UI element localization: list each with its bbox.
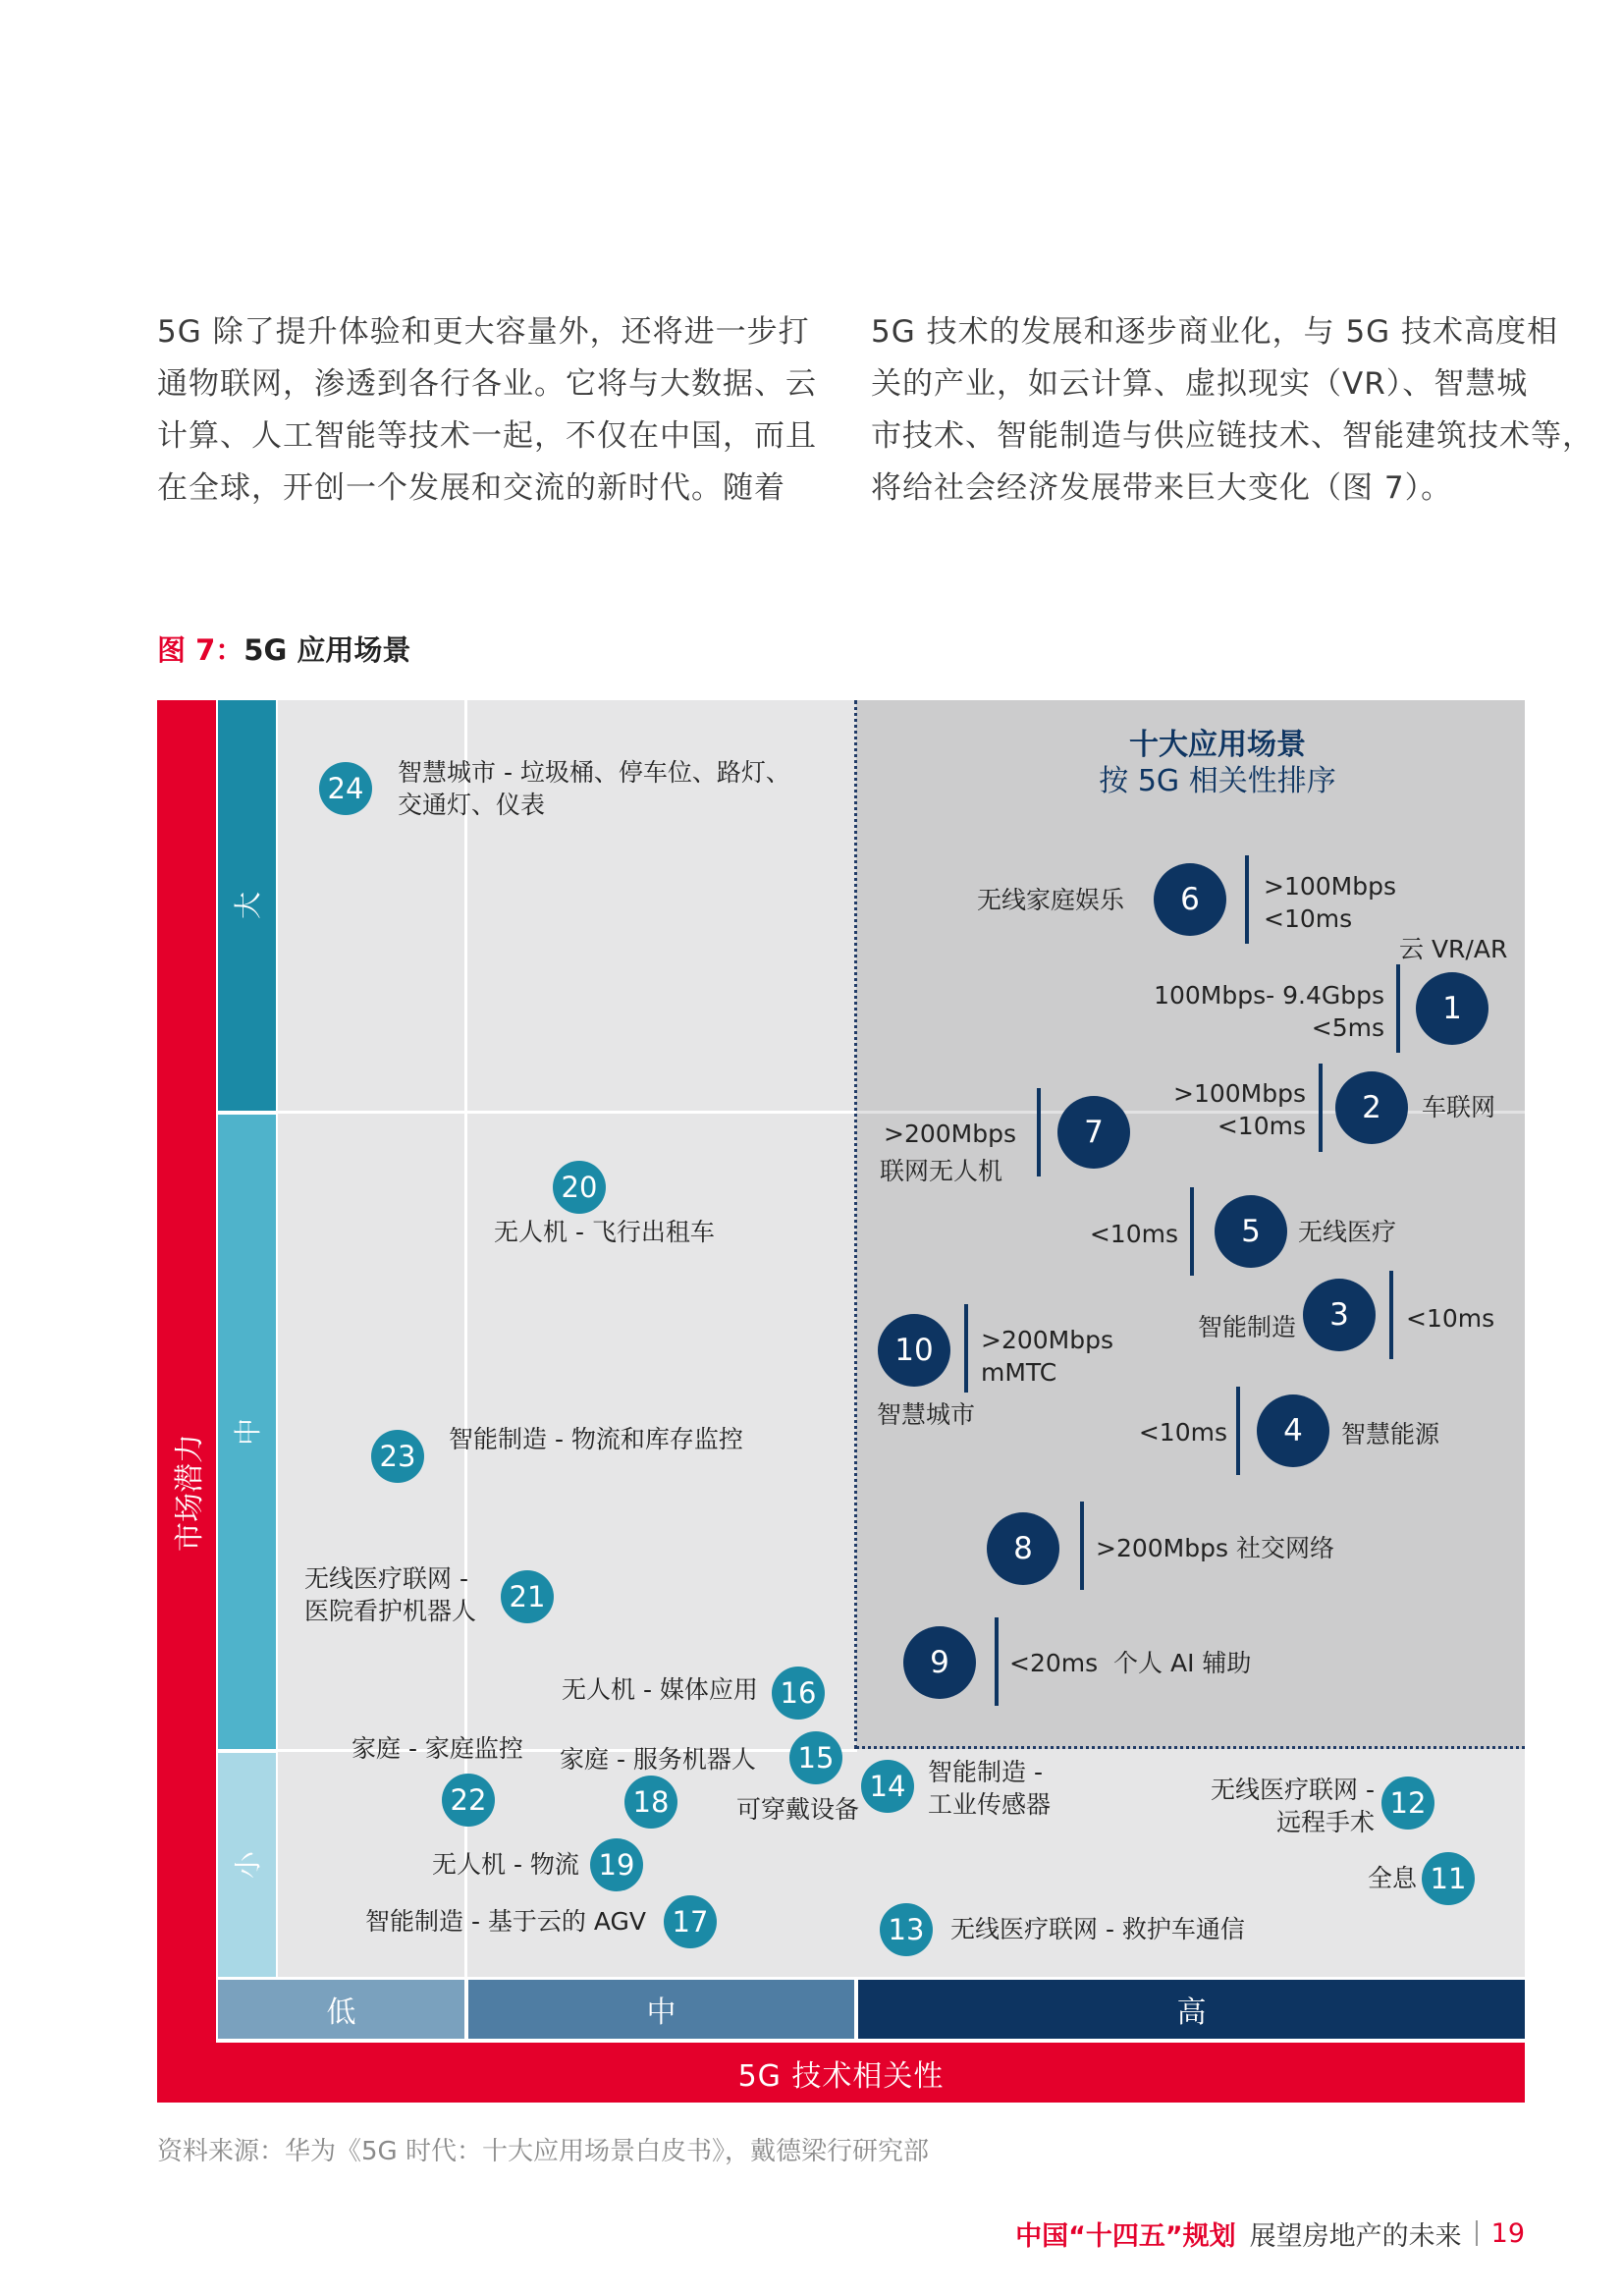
- point-14-label: 智能制造 - 工业传感器: [928, 1758, 1052, 1819]
- point-19: 19: [590, 1838, 643, 1891]
- point-5-label: 无线医疗: [1298, 1218, 1397, 1246]
- spec-bar: [1236, 1387, 1240, 1475]
- point-11: 11: [1422, 1852, 1475, 1905]
- point-5: 5: [1215, 1195, 1287, 1268]
- top-ten-subtitle: 按 5G 相关性排序: [1099, 764, 1336, 798]
- intro-paragraph-right: [871, 306, 1594, 515]
- point-3: 3: [1303, 1279, 1376, 1351]
- point-2-spec: >100Mbps <10ms: [1173, 1079, 1306, 1140]
- figure-label: 图 7：: [157, 633, 244, 667]
- point-15: 15: [789, 1731, 842, 1784]
- x-band-medium: 中: [468, 1980, 854, 2039]
- y-band-small: 小: [218, 1753, 276, 1977]
- intro-line: 5G 除了提升体验和更大容量外，还将进一步打: [157, 314, 810, 350]
- point-12-label: 无线医疗联网 - 远程手术: [1211, 1776, 1375, 1836]
- spec-bar: [995, 1617, 999, 1706]
- figure-title: [157, 629, 410, 669]
- y-axis-bar: [157, 700, 216, 2103]
- point-21-label: 无线医疗联网 - 医院看护机器人: [304, 1564, 477, 1625]
- top-ten-title: 十大应用场景: [1129, 728, 1306, 762]
- page-number: 19: [1490, 2217, 1525, 2249]
- intro-line: 通物联网，渗透到各行各业。它将与大数据、云: [157, 366, 817, 402]
- point-19-label: 无人机 - 物流: [432, 1850, 579, 1879]
- point-20-label: 无人机 - 飞行出租车: [494, 1218, 715, 1246]
- point-4-label: 智慧能源: [1341, 1420, 1440, 1449]
- grid-line: [278, 1111, 857, 1114]
- point-1: 1: [1416, 972, 1488, 1045]
- point-6: 6: [1154, 863, 1226, 936]
- point-7-label: 联网无人机: [880, 1157, 1003, 1185]
- point-9-text: <20ms 个人 AI 辅助: [1009, 1649, 1252, 1677]
- page-footer: [967, 2214, 1525, 2253]
- y-axis-title: 市场潜力: [173, 1434, 207, 1552]
- point-2-label: 车联网: [1422, 1093, 1496, 1121]
- intro-paragraph-left: [157, 306, 815, 515]
- point-10-spec: >200Mbps mMTC: [981, 1326, 1113, 1387]
- point-10-label: 智慧城市: [877, 1400, 976, 1429]
- point-21: 21: [501, 1570, 554, 1623]
- region-divider-horizontal: [856, 1746, 1525, 1749]
- point-4: 4: [1257, 1394, 1329, 1467]
- point-9: 9: [903, 1626, 976, 1699]
- point-3-label: 智能制造: [1197, 1313, 1296, 1341]
- y-band-medium: 中: [218, 1115, 276, 1749]
- point-6-spec: >100Mbps <10ms: [1264, 872, 1396, 933]
- point-1-spec: 100Mbps- 9.4Gbps <5ms: [1154, 981, 1384, 1042]
- x-axis-title: 5G 技术相关性: [157, 2043, 1525, 2103]
- point-7: 7: [1057, 1096, 1130, 1169]
- footer-divider: [1476, 2220, 1478, 2246]
- point-14: 14: [861, 1760, 914, 1813]
- point-11-label: 全息: [1368, 1864, 1418, 1892]
- point-7-spec: >200Mbps: [884, 1120, 1016, 1148]
- point-16-label: 无人机 - 媒体应用: [562, 1675, 758, 1704]
- point-24: 24: [319, 762, 372, 815]
- point-17-label: 智能制造 - 基于云的 AGV: [365, 1907, 646, 1936]
- intro-line: 市技术、智能制造与供应链技术、智能建筑技术等，: [871, 418, 1594, 454]
- intro-line: 关的产业，如云计算、虚拟现实（VR）、智慧城: [871, 366, 1529, 402]
- y-band-large: 大: [218, 700, 276, 1111]
- spec-bar: [1037, 1088, 1041, 1176]
- point-3-spec: <10ms: [1406, 1304, 1495, 1333]
- spec-bar: [1319, 1064, 1323, 1152]
- point-12: 12: [1381, 1777, 1434, 1830]
- intro-line: 计算、人工智能等技术一起，不仅在中国，而且: [157, 418, 817, 454]
- intro-line: 在全球，开创一个发展和交流的新时代。随着: [157, 470, 785, 506]
- x-band-high: 高: [858, 1980, 1525, 2039]
- point-13: 13: [880, 1903, 933, 1956]
- point-20: 20: [553, 1161, 606, 1214]
- point-8-text: >200Mbps 社交网络: [1096, 1534, 1334, 1562]
- source-note: 资料来源：华为《5G 时代：十大应用场景白皮书》，戴德梁行研究部: [157, 2137, 929, 2166]
- intro-line: 5G 技术的发展和逐步商业化，与 5G 技术高度相: [871, 314, 1559, 350]
- spec-bar: [1080, 1502, 1084, 1590]
- point-24-label: 智慧城市 - 垃圾桶、停车位、路灯、 交通灯、仪表: [398, 758, 790, 819]
- point-2: 2: [1335, 1071, 1408, 1144]
- point-13-label: 无线医疗联网 - 救护车通信: [950, 1915, 1245, 1943]
- point-22-label: 家庭 - 家庭监控: [352, 1734, 523, 1763]
- spec-bar: [1245, 855, 1249, 944]
- intro-line: 将给社会经济发展带来巨大变化（图 7）。: [871, 470, 1453, 506]
- point-6-label: 无线家庭娱乐: [976, 886, 1124, 914]
- top-ten-heading: [1051, 727, 1384, 799]
- footer-subtitle: 展望房地产的未来: [1249, 2220, 1462, 2252]
- point-1-label: 云 VR/AR: [1399, 935, 1508, 963]
- point-22: 22: [442, 1774, 495, 1827]
- point-23: 23: [371, 1430, 424, 1483]
- spec-bar: [964, 1304, 968, 1393]
- point-18: 18: [624, 1776, 677, 1829]
- figure-caption: 5G 应用场景: [243, 633, 411, 667]
- x-band-low: 低: [218, 1980, 464, 2039]
- spec-bar: [1396, 964, 1400, 1053]
- region-divider-vertical: [854, 700, 857, 1749]
- point-15-label: 可穿戴设备: [736, 1795, 860, 1824]
- point-18-label: 家庭 - 服务机器人: [560, 1745, 756, 1774]
- footer-report-title: 中国“十四五”规划: [1015, 2220, 1236, 2252]
- spec-bar: [1190, 1187, 1194, 1276]
- point-10: 10: [878, 1314, 950, 1387]
- point-16: 16: [772, 1667, 825, 1720]
- point-5-spec: <10ms: [1089, 1220, 1178, 1248]
- point-4-spec: <10ms: [1138, 1418, 1227, 1447]
- point-8: 8: [987, 1512, 1059, 1585]
- point-23-label: 智能制造 - 物流和库存监控: [449, 1425, 743, 1453]
- point-17: 17: [664, 1895, 717, 1948]
- spec-bar: [1389, 1271, 1393, 1359]
